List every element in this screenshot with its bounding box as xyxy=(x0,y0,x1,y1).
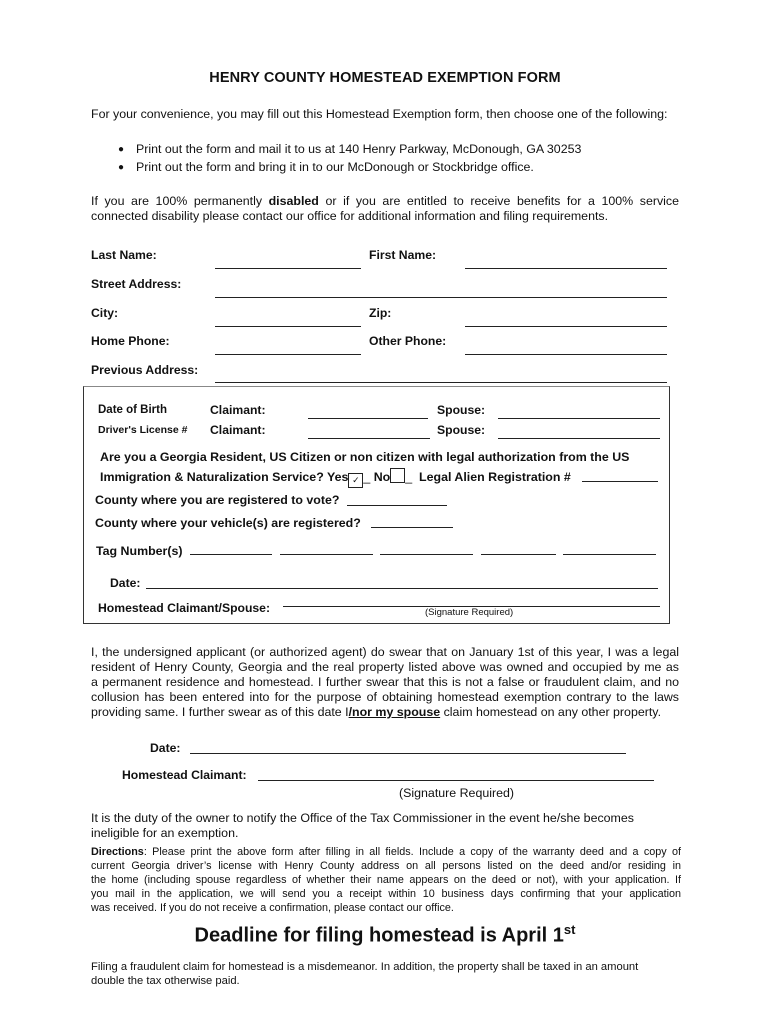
bullet-icon: ● xyxy=(118,144,125,155)
license-claimant-field[interactable] xyxy=(308,438,430,439)
box-date-field[interactable] xyxy=(146,588,658,589)
directions-line-1: Directions: Please print the above form after filling in all fields. Include a copy of the warranty deed and a copy of xyxy=(91,846,681,858)
other-phone-label: Other Phone: xyxy=(369,334,447,348)
deadline-heading: Deadline for filing homestead is April 1st xyxy=(194,922,576,947)
tag-number-field-3[interactable] xyxy=(380,554,473,555)
date-of-birth-label: Date of Birth xyxy=(98,404,167,416)
tag-number-field-2[interactable] xyxy=(280,554,373,555)
vote-county-field[interactable] xyxy=(347,505,447,506)
city-field[interactable] xyxy=(215,326,361,327)
directions-line-2: current Georgia driver’s license with Henry County address on all persons listed on the deed and/or residing in xyxy=(91,860,681,872)
oath-line-3: a permanent residence and homestead. I further swear that this is not a false or fraudulent claim, and no xyxy=(91,675,679,689)
fraud-line-1: Filing a fraudulent claim for homestead is a misdemeanor. In addition, the property shall be taxed in an amount xyxy=(91,961,639,973)
disabled-paragraph-line2: connected disability please contact our office for additional information and filing requirements. xyxy=(91,209,609,223)
zip-label: Zip: xyxy=(369,306,392,320)
sign-date-field[interactable] xyxy=(190,753,626,754)
first-name-label: First Name: xyxy=(369,248,437,262)
bullet-icon: ● xyxy=(118,162,125,173)
bullet-item-office: Print out the form and bring it in to our McDonough or Stockbridge office. xyxy=(136,160,534,174)
home-phone-label: Home Phone: xyxy=(91,334,170,348)
directions-line-3: the home (including spouse regardless of whether their name appears on the deed or not), with your application. If xyxy=(91,874,681,886)
dob-claimant-label: Claimant: xyxy=(210,403,266,417)
dob-spouse-field[interactable] xyxy=(498,418,660,419)
fraud-line-2: double the tax otherwise paid. xyxy=(91,975,240,987)
directions-line-4: you mail in the application, we will send you a receipt within 10 business days confirming that your application xyxy=(91,888,681,900)
alien-registration-field[interactable] xyxy=(582,481,658,482)
vote-county-label: County where you are registered to vote? xyxy=(95,493,340,507)
intro-text: For your convenience, you may fill out this Homestead Exemption form, then choose one of the following: xyxy=(91,107,668,121)
last-name-label: Last Name: xyxy=(91,248,157,262)
disabled-paragraph-line1: If you are 100% permanently disabled or if you are entitled to receive benefits for a 100% service xyxy=(91,194,679,208)
claimant-spouse-label: Homestead Claimant/Spouse: xyxy=(98,601,271,615)
no-label: No xyxy=(373,470,391,484)
duty-line-2: ineligible for an exemption. xyxy=(91,826,239,840)
dob-spouse-label: Spouse: xyxy=(437,403,486,417)
city-label: City: xyxy=(91,306,119,320)
yes-checkbox[interactable]: ✓ xyxy=(348,473,363,488)
street-address-label: Street Address: xyxy=(91,277,182,291)
box-signature-required: (Signature Required) xyxy=(425,607,514,618)
vehicle-county-field[interactable] xyxy=(371,527,453,528)
homestead-claimant-signature-field[interactable] xyxy=(258,780,654,781)
directions-label: Directions xyxy=(91,846,144,858)
first-name-field[interactable] xyxy=(465,268,667,269)
zip-field[interactable] xyxy=(465,326,667,327)
tag-number-field-1[interactable] xyxy=(190,554,272,555)
sign-date-label: Date: xyxy=(150,741,181,755)
oath-line-1: I, the undersigned applicant (or authorized agent) do swear that on January 1st of this year, I was a legal xyxy=(91,645,679,659)
oath-line-5: providing same. I further swear as of this date I/nor my spouse claim homestead on any other property. xyxy=(91,705,662,719)
tag-number-field-4[interactable] xyxy=(481,554,556,555)
sign-signature-required: (Signature Required) xyxy=(399,786,515,800)
license-spouse-label: Spouse: xyxy=(437,423,486,437)
duty-line-1: It is the duty of the owner to notify the Office of the Tax Commissioner in the event he/she becomes xyxy=(91,811,634,825)
previous-address-field[interactable] xyxy=(215,382,667,383)
box-date-label: Date: xyxy=(110,576,141,590)
oath-line-2: resident of Henry County, Georgia and the real property listed above was owned and occupied by me as xyxy=(91,660,679,674)
license-claimant-label: Claimant: xyxy=(210,423,266,437)
last-name-field[interactable] xyxy=(215,268,361,269)
previous-address-label: Previous Address: xyxy=(91,363,199,377)
directions-line-5: was received. If you do not receive a confirmation, please contact our office. xyxy=(91,902,454,914)
oath-line-4: collusion has been entered into for the purpose of obtaining homestead exemption contrary to the laws xyxy=(91,690,679,704)
home-phone-field[interactable] xyxy=(215,354,361,355)
license-spouse-field[interactable] xyxy=(498,438,660,439)
other-phone-field[interactable] xyxy=(465,354,667,355)
homestead-claimant-label: Homestead Claimant: xyxy=(122,768,247,782)
bullet-item-mail: Print out the form and mail it to us at 140 Henry Parkway, McDonough, GA 30253 xyxy=(136,142,582,156)
no-checkbox[interactable] xyxy=(390,468,405,483)
street-address-field[interactable] xyxy=(215,297,667,298)
residency-question-line2: Immigration & Naturalization Service? Yes ✓ _ No _ Legal Alien Registration # xyxy=(100,468,571,488)
drivers-license-label: Driver's License # xyxy=(98,424,188,436)
residency-question-line1: Are you a Georgia Resident, US Citizen or non citizen with legal authorization from the US xyxy=(100,450,630,464)
tag-number-field-5[interactable] xyxy=(563,554,656,555)
dob-claimant-field[interactable] xyxy=(308,418,428,419)
tag-numbers-label: Tag Number(s) xyxy=(96,544,183,558)
vehicle-county-label: County where your vehicle(s) are registered? xyxy=(95,516,361,530)
form-title: HENRY COUNTY HOMESTEAD EXEMPTION FORM xyxy=(209,70,561,86)
alien-registration-label: Legal Alien Registration # xyxy=(419,470,571,484)
